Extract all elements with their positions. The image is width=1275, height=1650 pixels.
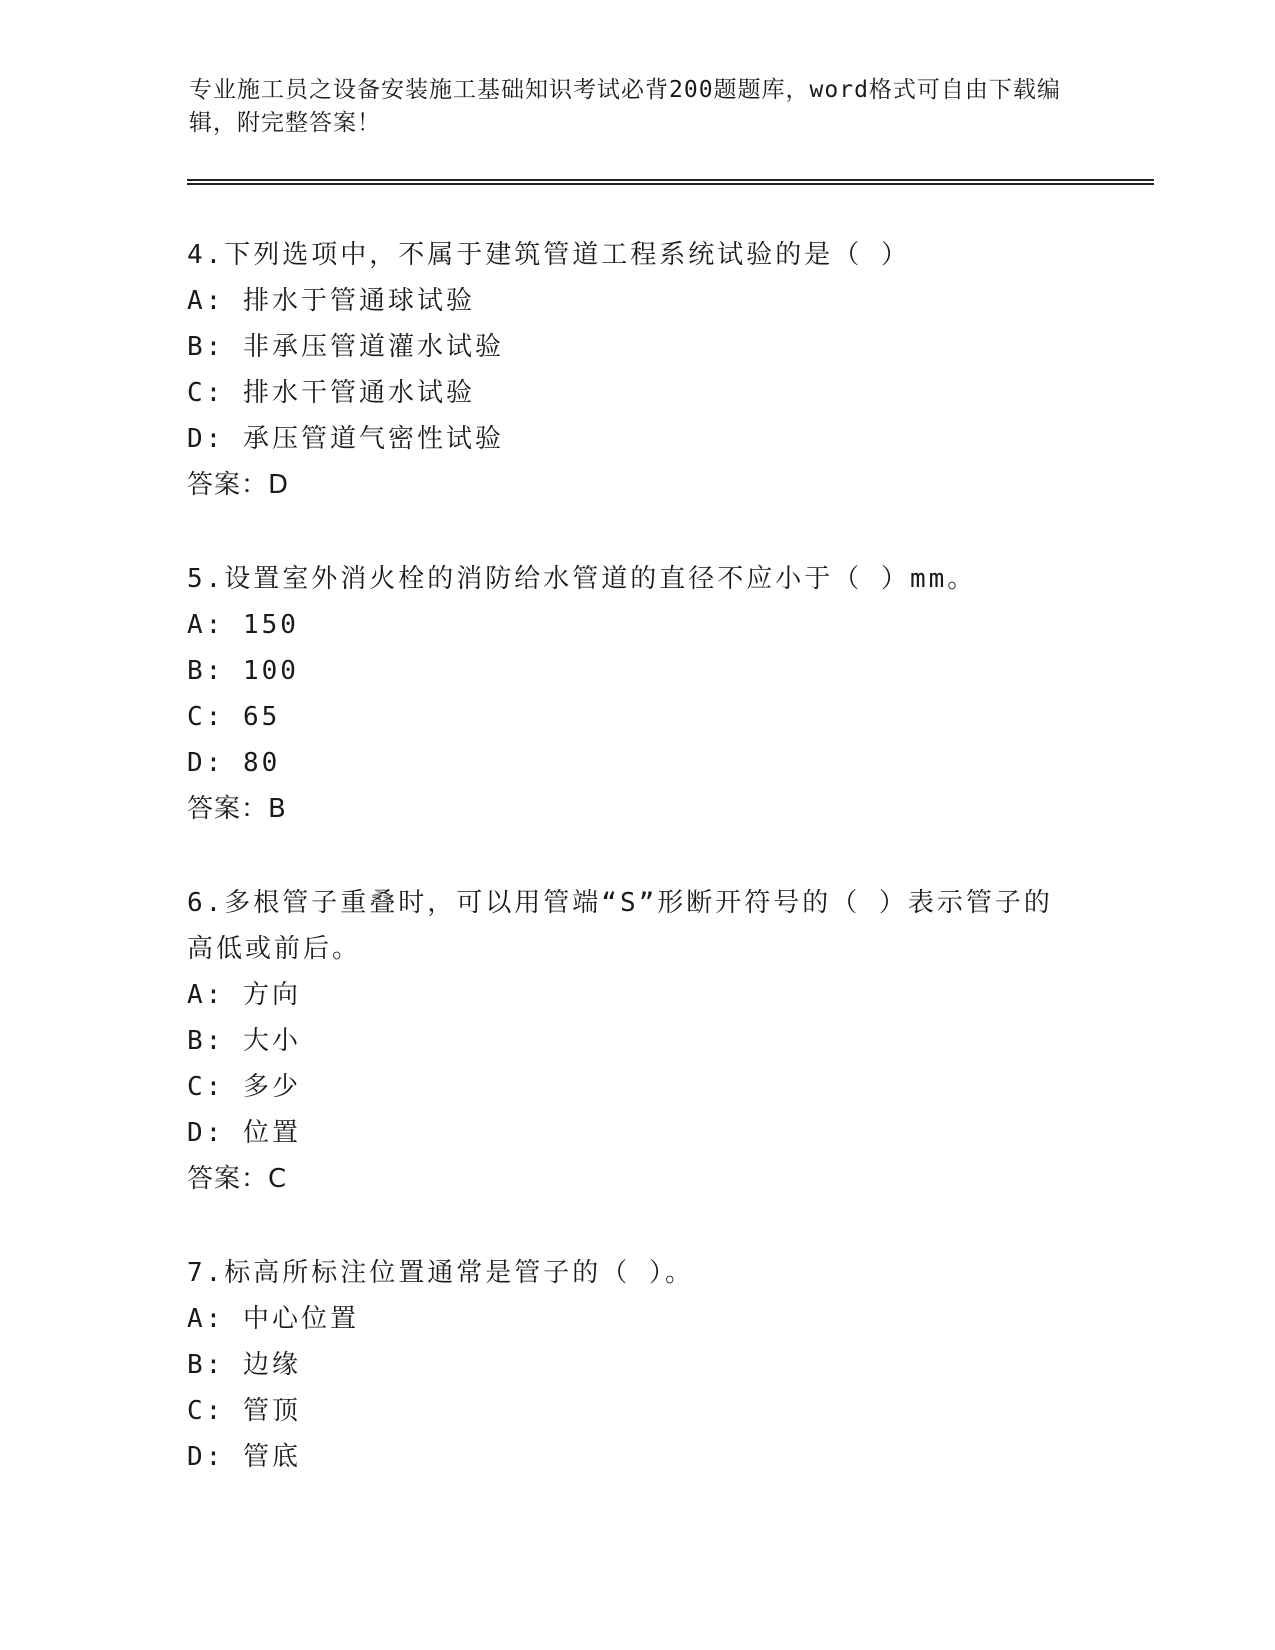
- option-b: B: 大小: [187, 1026, 301, 1056]
- question-4: [187, 232, 1087, 508]
- option-d: D: 位置: [187, 1118, 301, 1148]
- option-c: C: 65: [187, 702, 281, 732]
- option-c: C: 排水干管通水试验: [187, 378, 475, 408]
- question-stem: 6.多根管子重叠时，可以用管端“S”形断开符号的（ ）表示管子的高低或前后。: [187, 888, 1053, 964]
- header-intro-text: 专业施工员之设备安装施工基础知识考试必背200题题库，word格式可自由下载编辑，附完整答案！: [189, 77, 1061, 136]
- question-list: [187, 232, 1087, 1528]
- option-a: A: 150: [187, 610, 299, 640]
- option-b: B: 非承压管道灌水试验: [187, 332, 504, 362]
- question-7: [187, 1250, 1087, 1480]
- option-d: D: 承压管道气密性试验: [187, 424, 504, 454]
- option-c: C: 多少: [187, 1072, 301, 1102]
- question-stem: 5.设置室外消火栓的消防给水管道的直径不应小于（ ）mm。: [187, 564, 977, 594]
- answer-label: 答案：B: [187, 794, 287, 824]
- option-a: A: 方向: [187, 980, 301, 1010]
- answer-label: 答案：D: [187, 470, 290, 500]
- option-a: A: 中心位置: [187, 1304, 359, 1334]
- document-header: [189, 74, 1069, 140]
- header-divider-top: [187, 179, 1154, 181]
- answer-label: 答案：C: [187, 1164, 288, 1194]
- header-divider-bottom: [187, 183, 1154, 185]
- option-c: C: 管顶: [187, 1396, 301, 1426]
- question-5: [187, 556, 1087, 832]
- option-d: D: 管底: [187, 1442, 301, 1472]
- question-stem: 7.标高所标注位置通常是管子的（ ）。: [187, 1258, 694, 1288]
- option-b: B: 100: [187, 656, 299, 686]
- option-a: A: 排水于管通球试验: [187, 286, 475, 316]
- option-b: B: 边缘: [187, 1350, 301, 1380]
- question-6: [187, 880, 1087, 1202]
- question-stem: 4.下列选项中，不属于建筑管道工程系统试验的是（ ）: [187, 240, 910, 270]
- option-d: D: 80: [187, 748, 281, 778]
